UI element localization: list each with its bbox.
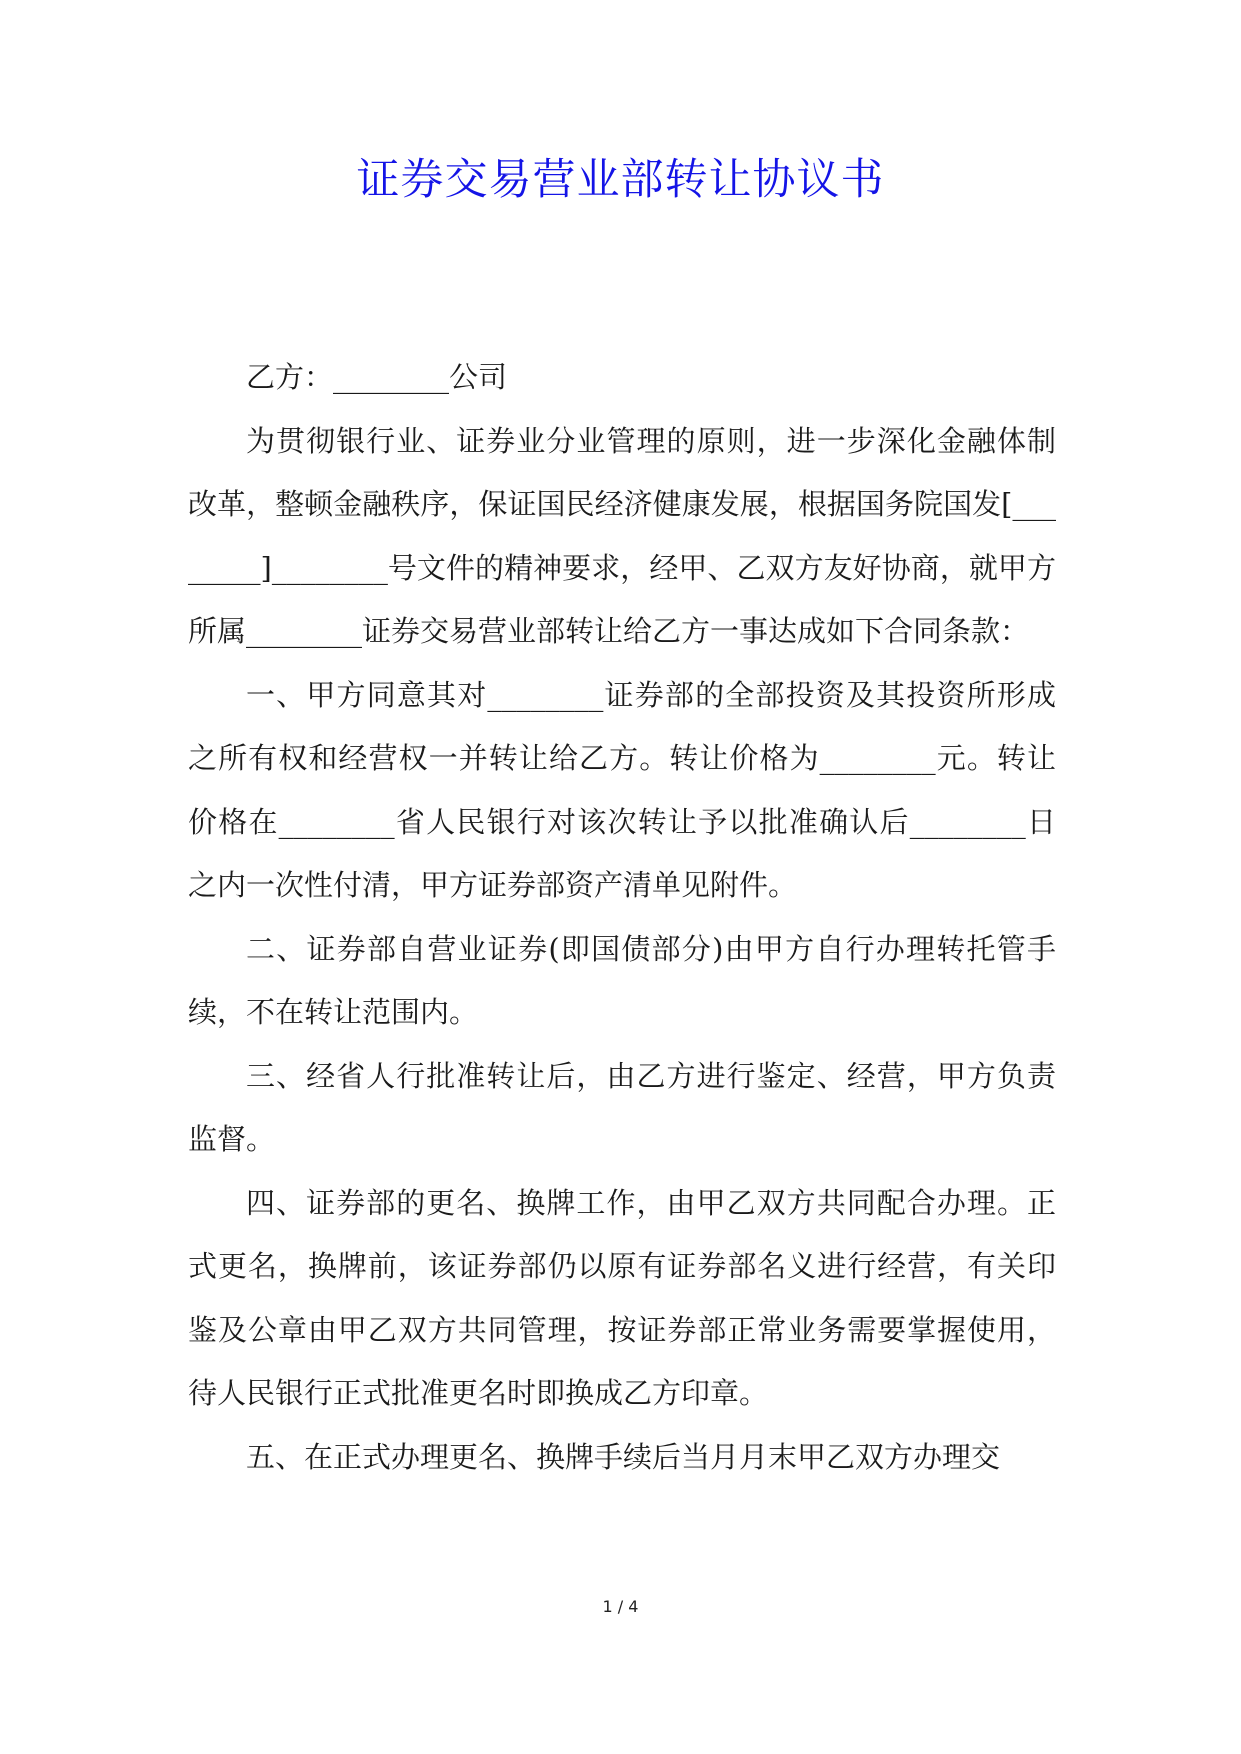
preamble-paragraph: 为贯彻银行业、证券业分业管理的原则，进一步深化金融体制改革，整顿金融秩序，保证国民经济健康发展，根据国务院国发[________]________号文件的精神要求，经甲、乙双方友好协商，就甲方所属________证券交易营业部转让给乙方一事达成如下合同条款：: [188, 423, 1056, 648]
clause-2-paragraph: 二、证券部自营业证券(即国债部分)由甲方自行办理转托管手续，不在转让范围内。: [188, 931, 1056, 1029]
clause-3-paragraph: 三、经省人行批准转让后，由乙方进行鉴定、经营，甲方负责监督。: [188, 1058, 1056, 1156]
document-body: [188, 346, 1056, 1489]
party-b-line: 乙方：________公司: [246, 360, 508, 394]
clause-5-paragraph: 五、在正式办理更名、换牌手续后当月月末甲乙双方办理交: [246, 1439, 1001, 1474]
page-number: 1 / 4: [602, 1597, 639, 1616]
clause-1-paragraph: 一、甲方同意其对________证券部的全部投资及其投资所形成之所有权和经营权一并转让给乙方。转让价格为________元。转让价格在________省人民银行对该次转让予以批准确认后________日之内一次性付清，甲方证券部资产清单见附件。: [188, 677, 1056, 902]
clause-4-paragraph: 四、证券部的更名、换牌工作，由甲乙双方共同配合办理。正式更名，换牌前，该证券部仍以原有证券部名义进行经营，有关印鉴及公章由甲乙双方共同管理，按证券部正常业务需要掌握使用，待人民银行正式批准更名时即换成乙方印章。: [188, 1185, 1056, 1410]
document-title: 证券交易营业部转让协议书: [356, 155, 885, 205]
